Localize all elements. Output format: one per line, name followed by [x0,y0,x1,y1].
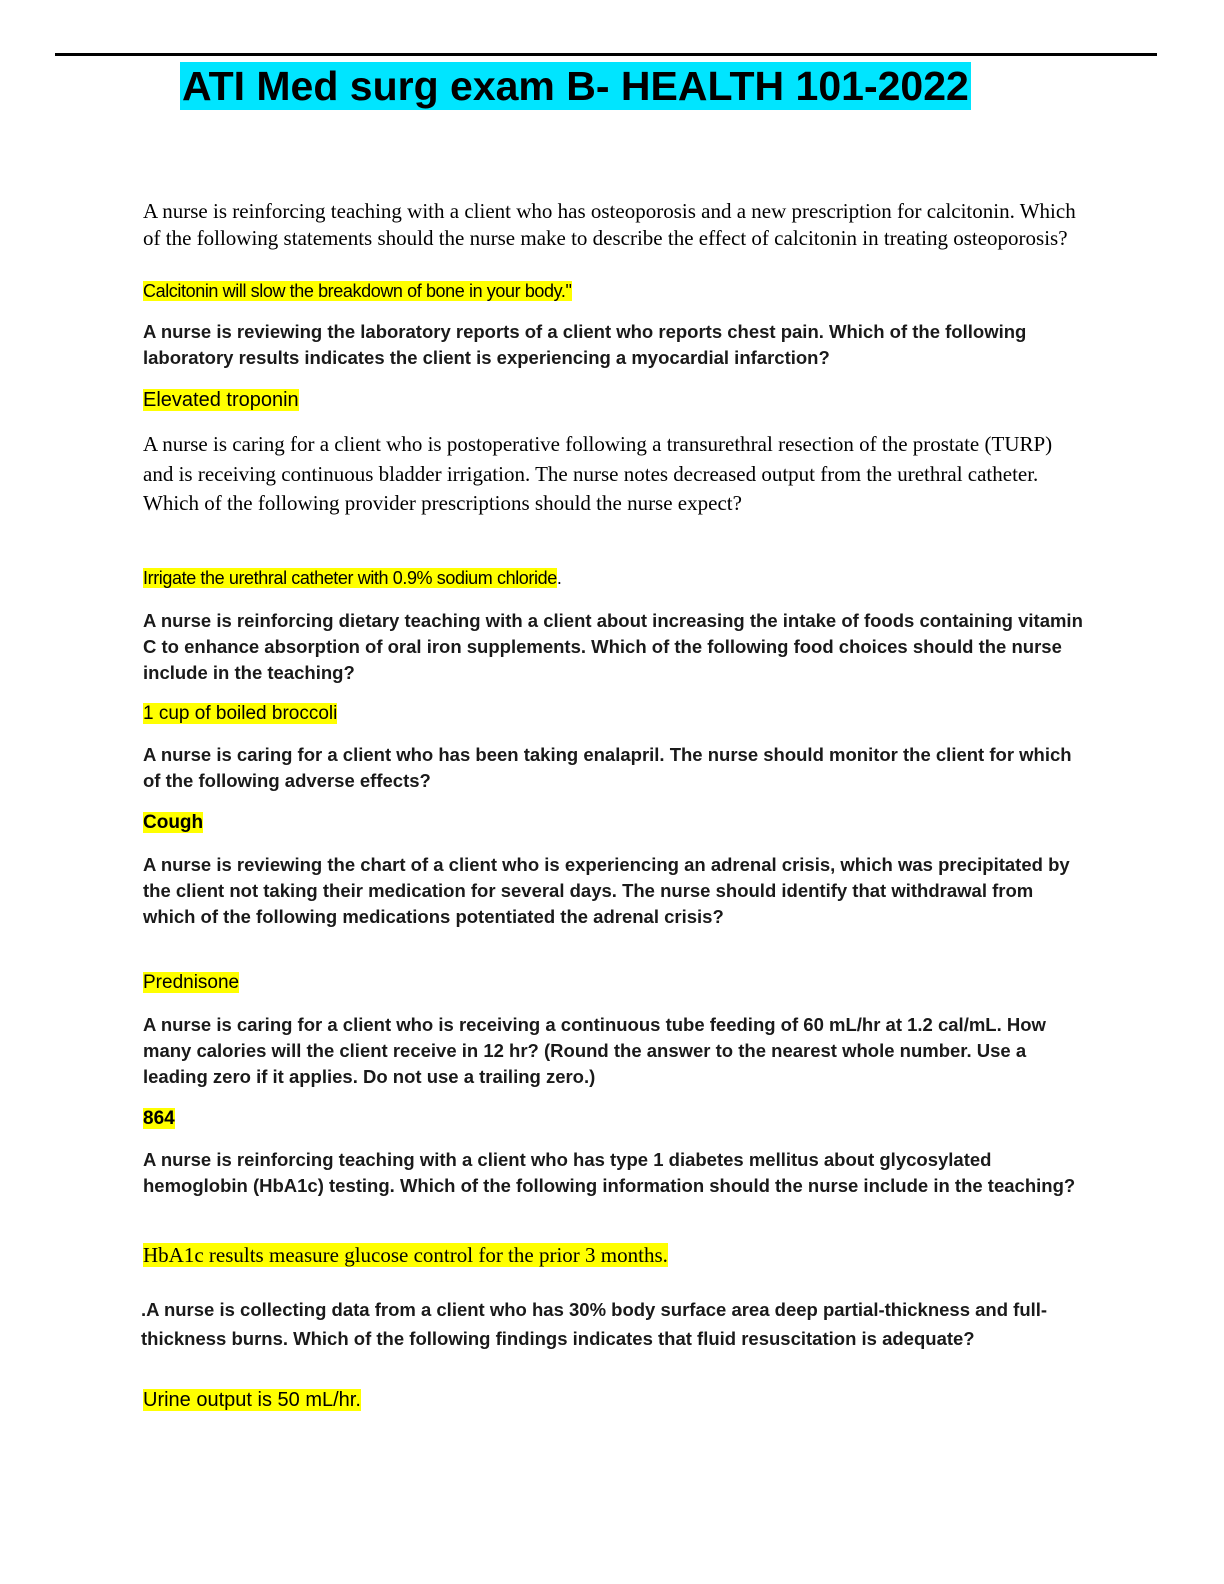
question-8-text: A nurse is reinforcing teaching with a client who has type 1 diabetes mellitus about glycosylated hemoglobin (HbA1c) testing. Which of the following information should the nurse include in the teaching? [143,1149,1076,1196]
question-3-text: A nurse is caring for a client who is postoperative following a transurethral resection of the prostate (TURP) and is receiving continuous bladder irrigation. The nurse notes decreased output from the urethral catheter. Which of the following provider prescriptions should the nurse expect? [143,432,1053,515]
document-title: ATI Med surg exam B- HEALTH 101-2022 [182,63,969,109]
answer-1-text: Calcitonin will slow the breakdown of bone in your body." [143,281,572,301]
answer-6-text: Prednisone [143,972,240,993]
question-4-text: A nurse is reinforcing dietary teaching with a client about increasing the intake of foods containing vitamin C to enhance absorption of oral iron supplements. Which of the following food choices should the nurse include in the teaching? [143,610,1083,683]
answer-5 [143,810,1083,836]
answer-5-text: Cough [143,812,204,833]
answer-3-suffix: . [556,568,562,588]
answer-2-text: Elevated troponin [143,389,299,411]
answer-7 [143,1106,1083,1132]
answer-2 [143,387,1083,413]
answer-4 [143,701,1083,727]
question-1-text: A nurse is reinforcing teaching with a client who has osteoporosis and a new prescription for calcitonin. Which of the following statements should the nurse make to describe the effect of calcitonin in treating osteoporosis? [143,199,1076,250]
answer-4-text: 1 cup of boiled broccoli [143,703,338,724]
answer-6 [143,970,1083,996]
question-7-text: A nurse is caring for a client who is receiving a continuous tube feeding of 60 mL/hr at 1.2 cal/mL. How many calories will the client receive in 12 hr? (Round the answer to the nearest whole number. Use a leading zero if it applies. Do not use a trailing zero.) [143,1014,1046,1087]
question-6-text: A nurse is reviewing the chart of a client who is experiencing an adrenal crisis, which was precipitated by the client not taking their medication for several days. The nurse should identify that withdrawal from which of the following medications potentiated the adrenal crisis? [143,854,1070,927]
top-horizontal-rule [55,53,1157,56]
answer-3-text: Irrigate the urethral catheter with 0.9% sodium chloride [143,568,557,588]
answer-1 [143,278,1083,304]
answer-9-text: Urine output is 50 mL/hr. [143,1389,361,1411]
answer-9 [143,1387,1083,1413]
answer-3 [143,565,1083,591]
question-5-text: A nurse is caring for a client who has been taking enalapril. The nurse should monitor the client for which of the following adverse effects? [143,744,1072,791]
answer-8-text: HbA1c results measure glucose control for the prior 3 months. [143,1243,668,1267]
question-9-text: .A nurse is collecting data from a client who has 30% body surface area deep partial-thickness and full-thickness burns. Which of the following findings indicates that fluid resuscitation is adequate? [141,1299,1048,1349]
answer-7-text: 864 [143,1108,175,1129]
question-2-text: A nurse is reviewing the laboratory reports of a client who reports chest pain. Which of the following laboratory results indicates the client is experiencing a myocardial infarction? [143,321,1027,368]
answer-8 [143,1241,1083,1269]
